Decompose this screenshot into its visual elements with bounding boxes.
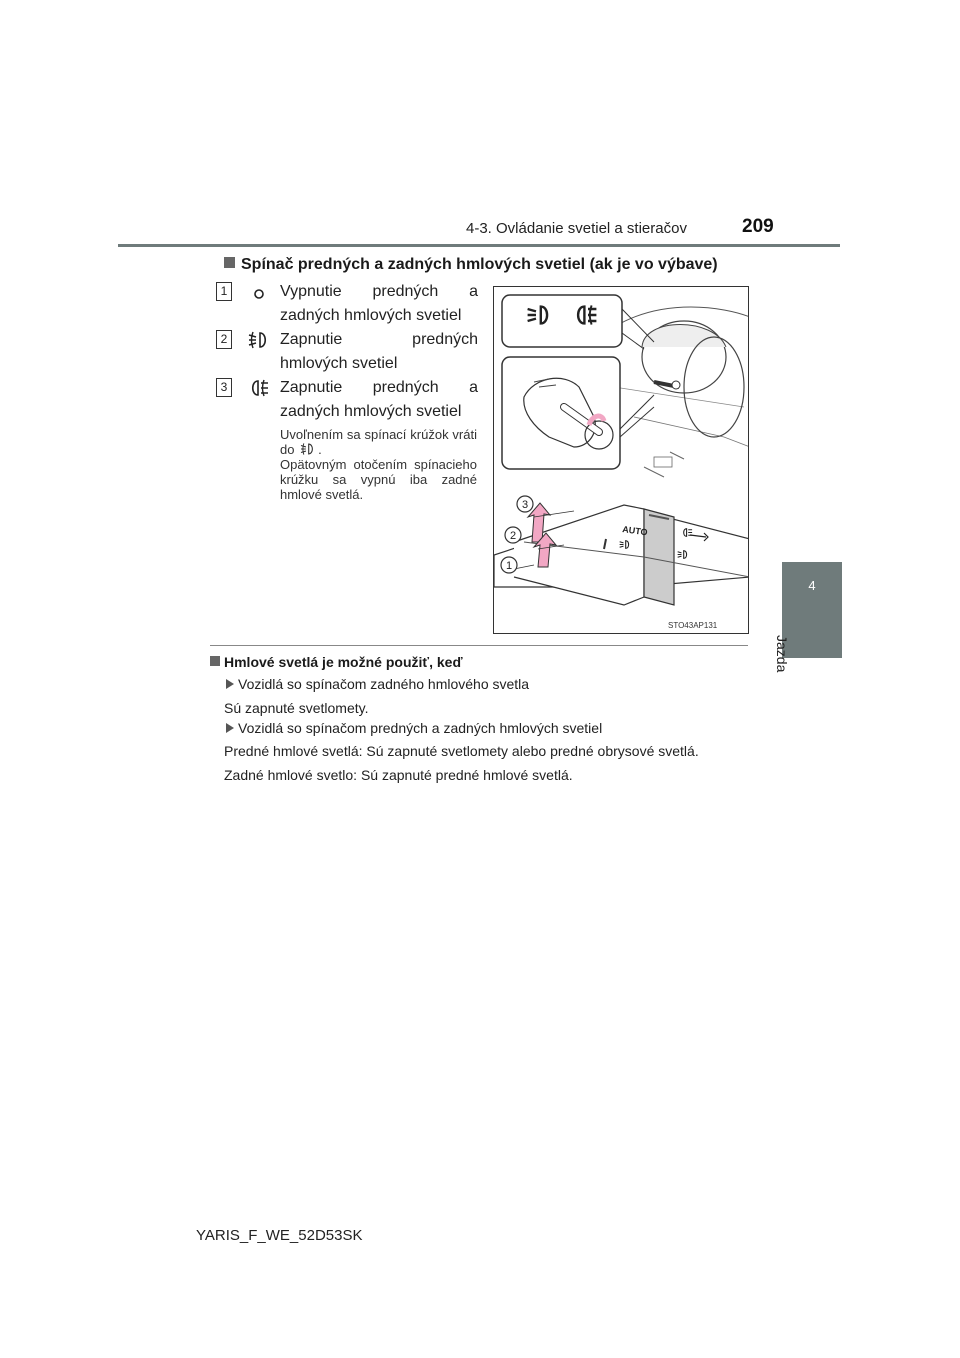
header-rule xyxy=(118,244,840,247)
figure-callout-3-label: 3 xyxy=(521,499,529,511)
condition-item-1-text: Vozidlá so spínačom zadného hmlového svetla xyxy=(238,676,530,692)
condition-item-2: Sú zapnuté svetlomety. xyxy=(224,700,369,716)
square-bullet-icon xyxy=(224,257,235,268)
note-text xyxy=(280,427,477,502)
figure-callout-1-label: 1 xyxy=(505,560,513,572)
condition-item-5: Zadné hmlové svetlo: Sú zapnuté predné hmlové svetlá. xyxy=(224,767,573,783)
condition-item-1 xyxy=(226,676,529,692)
mode-number-2: 2 xyxy=(216,330,232,349)
mode-number-1: 1 xyxy=(216,282,232,301)
condition-item-3-text: Vozidlá so spínačom predných a zadných hmlových svetiel xyxy=(238,720,603,736)
footer-code: YARIS_F_WE_52D53SK xyxy=(196,1227,363,1244)
chapter-number: 4 xyxy=(808,578,816,593)
condition-item-3 xyxy=(226,720,602,736)
note-line1: Uvoľnením sa spínací krúžok vráti do xyxy=(280,427,477,457)
conditions-title-text: Hmlové svetlá je možné použiť, keď xyxy=(224,654,463,670)
note-line2: Opätovným otočením spínacieho krúžku sa vypnú iba zadné hmlové svetlá. xyxy=(280,457,477,502)
mode-text-1: Vypnutie predných a zadných hmlových svetiel xyxy=(280,283,478,324)
off-circle-icon xyxy=(246,284,272,304)
triangle-bullet-icon xyxy=(226,679,234,689)
square-bullet-icon xyxy=(210,656,220,666)
figure-callout-2-label: 2 xyxy=(509,530,517,542)
conditions-title xyxy=(210,654,463,670)
page-number: 209 xyxy=(742,216,774,237)
mode-text-3: Zapnutie predných a zadných hmlových svetiel xyxy=(280,379,478,420)
switch-label: AUTO xyxy=(621,524,649,538)
section-title xyxy=(224,256,718,274)
mode-text-2: Zapnutie predných hmlových svetiel xyxy=(280,331,478,372)
rear-fog-light-icon xyxy=(246,378,272,398)
condition-item-4: Predné hmlové svetlá: Sú zapnuté svetlomety alebo predné obrysové svetlá. xyxy=(224,743,699,759)
chapter-tab xyxy=(782,562,842,656)
fog-switch-illustration xyxy=(494,287,749,634)
section-separator xyxy=(210,645,748,646)
mode-number-3: 3 xyxy=(216,378,232,397)
front-fog-light-icon xyxy=(298,442,318,456)
chapter-label: Jazda xyxy=(774,635,790,673)
triangle-bullet-icon xyxy=(226,723,234,733)
front-fog-light-icon xyxy=(246,330,272,350)
chapter-tab-rule xyxy=(782,656,842,658)
section-header: 4-3. Ovládanie svetiel a stieračov xyxy=(466,220,687,237)
note-line1-end: . xyxy=(318,442,322,457)
section-title-text: Spínač predných a zadných hmlových svetiel (ak je vo výbave) xyxy=(241,256,718,273)
figure-code: STO43AP131 xyxy=(668,621,718,630)
figure-illustration xyxy=(493,286,749,634)
